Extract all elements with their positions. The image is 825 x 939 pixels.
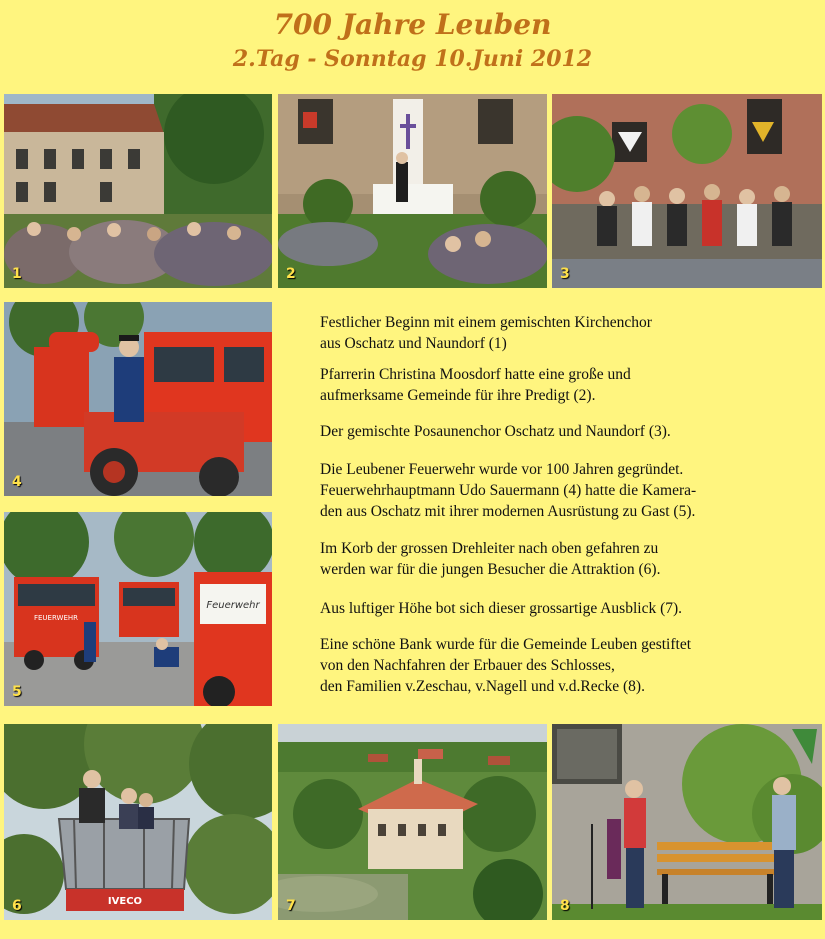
brass-band-photo <box>552 94 822 288</box>
photo-2 <box>278 94 547 288</box>
photo-8 <box>552 724 822 920</box>
photo-6 <box>4 724 272 920</box>
basket-label: IVECO <box>107 896 143 907</box>
photo-1 <box>4 94 272 288</box>
photo-number: 5 <box>12 684 22 700</box>
photo-number: 8 <box>560 898 570 914</box>
photo-number: 4 <box>12 474 22 490</box>
caption-4: Die Leubener Feuerwehr wurde vor 100 Jahren gegründet. Feuerwehrhauptmann Udo Sauermann (4) hatte die Kamera- den aus Oschatz mit ihrer modernen Ausrüstung zu Gast (5). <box>320 461 697 520</box>
aerial-castle-photo <box>278 724 547 920</box>
truck-label: FEUERWEHR <box>33 614 79 622</box>
bench-photo <box>552 724 822 920</box>
caption-7: Eine schöne Bank wurde für die Gemeinde Leuben gestiftet von den Nachfahren der Erbauer des Schlosses, den Familien v.Zeschau, v.Nagell und v.d.Recke (8). <box>320 636 692 695</box>
photo-number: 1 <box>12 266 22 282</box>
caption-5: Im Korb der grossen Drehleiter nach oben gefahren zu werden war für die jungen Besucher die Attraktion (6). <box>320 540 661 578</box>
photo-4 <box>4 302 272 496</box>
truck-label-2: Feuerwehr <box>206 600 260 611</box>
photo-7 <box>278 724 547 920</box>
photo-3 <box>552 94 822 288</box>
photo-5 <box>4 512 272 706</box>
photo-number: 6 <box>12 898 22 914</box>
photo-number: 2 <box>286 266 296 282</box>
ladder-basket-photo <box>4 724 272 920</box>
sermon-photo <box>278 94 547 288</box>
castle-crowd-photo <box>4 94 272 288</box>
page-title: 700 Jahre Leuben <box>273 8 552 41</box>
photo-number: 3 <box>560 266 570 282</box>
fire-trucks-photo <box>4 512 272 706</box>
caption-6: Aus luftiger Höhe bot sich dieser grossartige Ausblick (7). <box>320 600 683 617</box>
page-subtitle: 2.Tag - Sonntag 10.Juni 2012 <box>232 46 593 72</box>
caption-2: Pfarrerin Christina Moosdorf hatte eine große und aufmerksame Gemeinde für ihre Predigt (2). <box>320 366 631 404</box>
photo-number: 7 <box>286 898 296 914</box>
caption-3: Der gemischte Posaunenchor Oschatz und Naundorf (3). <box>320 423 671 440</box>
caption-1: Festlicher Beginn mit einem gemischten Kirchenchor aus Oschatz und Naundorf (1) <box>320 314 652 352</box>
fire-tractor-photo <box>4 302 272 496</box>
